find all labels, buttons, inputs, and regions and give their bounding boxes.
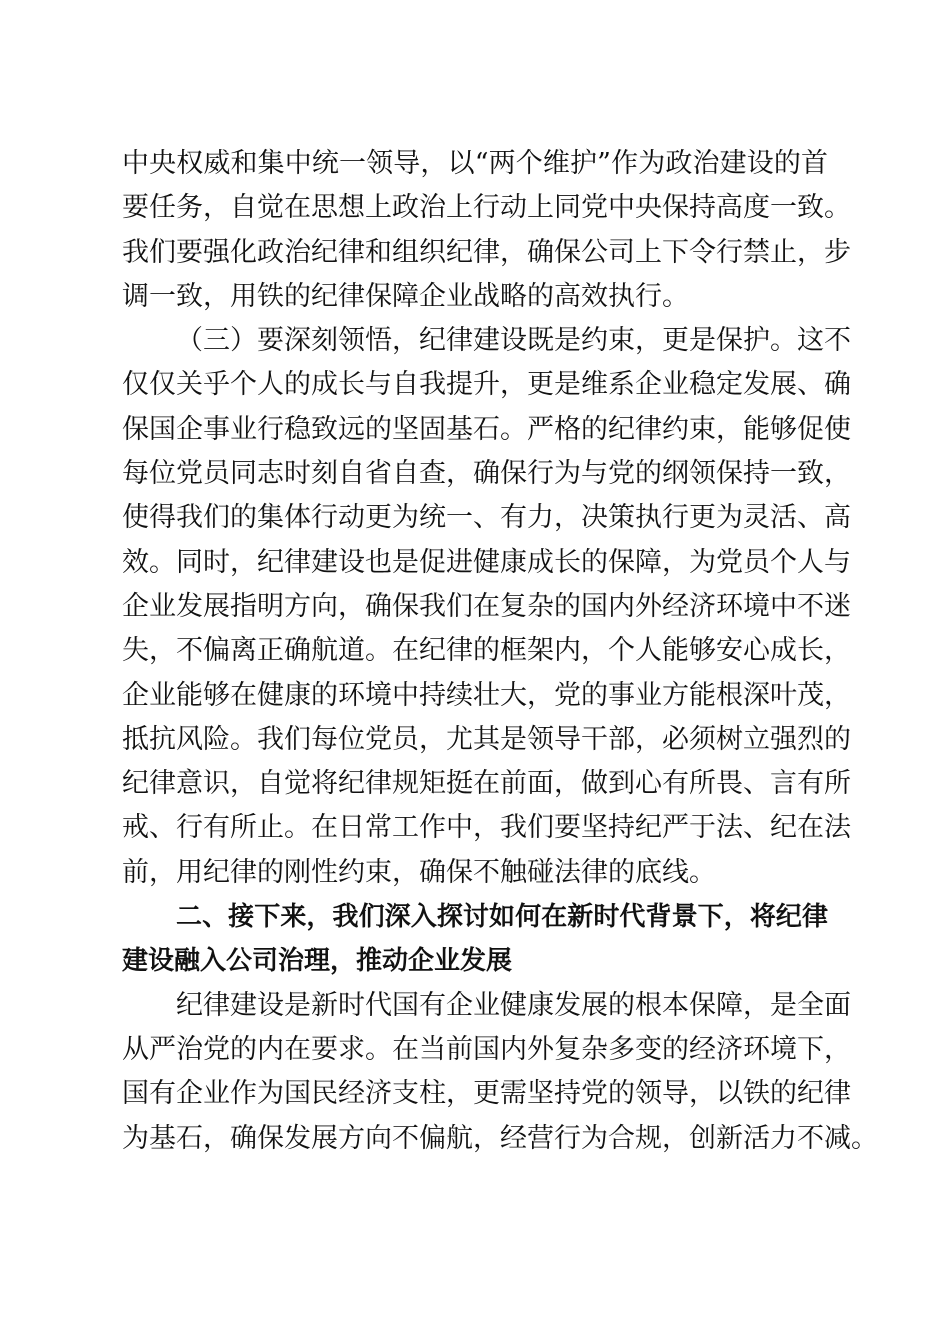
heading-line: 建设融入公司治理，推动企业发展 bbox=[122, 946, 513, 977]
text-line: 国有企业作为国民经济支柱，更需坚持党的领导，以铁的纪律 bbox=[122, 1078, 851, 1110]
text-line: 抵抗风险。我们每位党员，尤其是领导干部，必须树立强烈的 bbox=[122, 723, 851, 755]
paragraph-political-discipline bbox=[122, 142, 851, 319]
text-line: 效。同时，纪律建设也是促进健康成长的保障，为党员个人与 bbox=[122, 546, 851, 578]
text-line: 企业能够在健康的环境中持续壮大，党的事业方能根深叶茂， bbox=[122, 679, 851, 711]
text-line: 为基石，确保发展方向不偏航，经营行为合规，创新活力不减。 bbox=[122, 1122, 878, 1154]
text-line: 使得我们的集体行动更为统一、有力，决策执行更为灵活、高 bbox=[122, 502, 851, 534]
paragraph-new-era bbox=[122, 984, 878, 1161]
document-body bbox=[122, 142, 878, 1161]
heading-line: 二、接下来，我们深入探讨如何在新时代背景下，将纪律 bbox=[176, 902, 828, 933]
text-line: 戒、行有所止。在日常工作中，我们要坚持纪严于法、纪在法 bbox=[122, 812, 851, 844]
text-line: 每位党员同志时刻自省自查，确保行为与党的纲领保持一致， bbox=[122, 458, 851, 490]
paragraph-discipline-protection bbox=[122, 319, 851, 895]
text-line: 失，不偏离正确航道。在纪律的框架内，个人能够安心成长， bbox=[122, 635, 851, 667]
text-line: 中央权威和集中统一领导，以“两个维护”作为政治建设的首 bbox=[122, 148, 828, 179]
text-line: 保国企事业行稳致远的坚固基石。严格的纪律约束，能够促使 bbox=[122, 413, 851, 445]
text-line: 从严治党的内在要求。在当前国内外复杂多变的经济环境下， bbox=[122, 1033, 851, 1065]
text-line: （三）要深刻领悟，纪律建设既是约束，更是保护。这不 bbox=[176, 325, 851, 357]
section-heading-2 bbox=[122, 895, 828, 984]
text-line: 前，用纪律的刚性约束，确保不触碰法律的底线。 bbox=[122, 856, 716, 888]
text-line: 企业发展指明方向，确保我们在复杂的国内外经济环境中不迷 bbox=[122, 590, 851, 622]
text-line: 仅仅关乎个人的成长与自我提升，更是维系企业稳定发展、确 bbox=[122, 369, 851, 401]
text-line: 纪律建设是新时代国有企业健康发展的根本保障，是全面 bbox=[176, 989, 851, 1021]
text-line: 要任务，自觉在思想上政治上行动上同党中央保持高度一致。 bbox=[122, 192, 851, 224]
text-line: 纪律意识，自觉将纪律规矩挺在前面，做到心有所畏、言有所 bbox=[122, 768, 851, 800]
text-line: 我们要强化政治纪律和组织纪律，确保公司上下令行禁止，步 bbox=[122, 236, 851, 268]
text-line: 调一致，用铁的纪律保障企业战略的高效执行。 bbox=[122, 280, 689, 312]
